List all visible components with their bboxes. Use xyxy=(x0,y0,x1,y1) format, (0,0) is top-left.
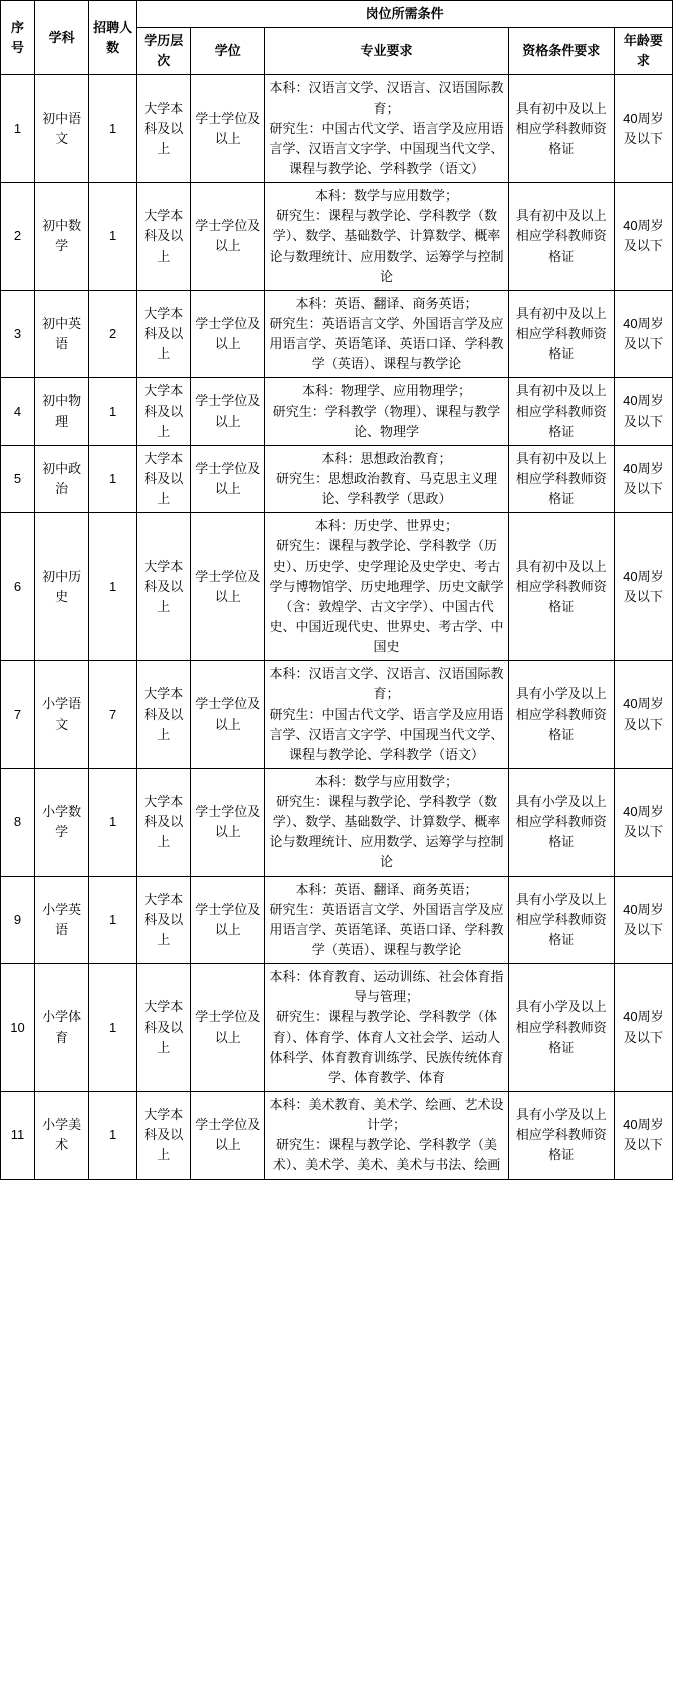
cell-education: 大学本科及以上 xyxy=(137,513,191,661)
cell-no: 4 xyxy=(1,378,35,445)
cell-count: 1 xyxy=(89,876,137,964)
cell-degree: 学士学位及以上 xyxy=(191,445,265,512)
cell-degree: 学士学位及以上 xyxy=(191,290,265,378)
cell-count: 1 xyxy=(89,445,137,512)
cell-qualification: 具有初中及以上相应学科教师资格证 xyxy=(508,75,614,183)
cell-no: 6 xyxy=(1,513,35,661)
cell-subject: 小学数学 xyxy=(35,768,89,876)
cell-major: 本科：美术教育、美术学、绘画、艺术设计学； 研究生：课程与教学论、学科教学（美术）、美术学、美术、美术与书法、绘画 xyxy=(265,1092,508,1180)
cell-count: 1 xyxy=(89,378,137,445)
cell-no: 8 xyxy=(1,768,35,876)
column-group-header-conditions: 岗位所需条件 xyxy=(137,1,673,28)
cell-no: 9 xyxy=(1,876,35,964)
cell-degree: 学士学位及以上 xyxy=(191,513,265,661)
cell-major: 本科：物理学、应用物理学； 研究生：学科教学（物理）、课程与教学论、物理学 xyxy=(265,378,508,445)
cell-major: 本科：英语、翻译、商务英语； 研究生：英语语言文学、外国语言学及应用语言学、英语笔译、英语口译、学科教学（英语）、课程与教学论 xyxy=(265,876,508,964)
column-header-subject: 学科 xyxy=(35,1,89,75)
cell-age: 40周岁及以下 xyxy=(614,183,672,291)
cell-count: 1 xyxy=(89,183,137,291)
cell-degree: 学士学位及以上 xyxy=(191,768,265,876)
cell-age: 40周岁及以下 xyxy=(614,1092,672,1180)
cell-count: 1 xyxy=(89,768,137,876)
cell-major: 本科：数学与应用数学； 研究生：课程与教学论、学科教学（数学）、数学、基础数学、计算数学、概率论与数理统计、应用数学、运筹学与控制论 xyxy=(265,183,508,291)
table-row xyxy=(1,445,673,512)
table-row xyxy=(1,876,673,964)
cell-qualification: 具有初中及以上相应学科教师资格证 xyxy=(508,290,614,378)
cell-education: 大学本科及以上 xyxy=(137,445,191,512)
cell-major: 本科：思想政治教育； 研究生：思想政治教育、马克思主义理论、学科教学（思政） xyxy=(265,445,508,512)
cell-age: 40周岁及以下 xyxy=(614,513,672,661)
table-row xyxy=(1,513,673,661)
cell-count: 1 xyxy=(89,75,137,183)
table-row xyxy=(1,183,673,291)
cell-qualification: 具有初中及以上相应学科教师资格证 xyxy=(508,378,614,445)
cell-age: 40周岁及以下 xyxy=(614,378,672,445)
cell-major: 本科：历史学、世界史； 研究生：课程与教学论、学科教学（历史）、历史学、史学理论及史学史、考古学与博物馆学、历史地理学、历史文献学（含：敦煌学、古文字学）、中国古代史、中国近现代史、世界史、考古学、中国史 xyxy=(265,513,508,661)
cell-subject: 小学体育 xyxy=(35,964,89,1092)
cell-age: 40周岁及以下 xyxy=(614,876,672,964)
column-header-age: 年龄要求 xyxy=(614,28,672,75)
cell-education: 大学本科及以上 xyxy=(137,768,191,876)
table-row xyxy=(1,75,673,183)
cell-degree: 学士学位及以上 xyxy=(191,75,265,183)
cell-subject: 初中数学 xyxy=(35,183,89,291)
cell-subject: 初中语文 xyxy=(35,75,89,183)
cell-no: 10 xyxy=(1,964,35,1092)
table-row xyxy=(1,290,673,378)
cell-count: 7 xyxy=(89,661,137,769)
table-row xyxy=(1,378,673,445)
cell-qualification: 具有小学及以上相应学科教师资格证 xyxy=(508,876,614,964)
cell-qualification: 具有小学及以上相应学科教师资格证 xyxy=(508,661,614,769)
cell-no: 7 xyxy=(1,661,35,769)
table-row xyxy=(1,768,673,876)
cell-age: 40周岁及以下 xyxy=(614,75,672,183)
cell-degree: 学士学位及以上 xyxy=(191,378,265,445)
cell-education: 大学本科及以上 xyxy=(137,964,191,1092)
cell-subject: 小学美术 xyxy=(35,1092,89,1180)
cell-no: 5 xyxy=(1,445,35,512)
cell-subject: 初中英语 xyxy=(35,290,89,378)
cell-age: 40周岁及以下 xyxy=(614,445,672,512)
cell-no: 11 xyxy=(1,1092,35,1180)
cell-education: 大学本科及以上 xyxy=(137,290,191,378)
table-row xyxy=(1,964,673,1092)
cell-education: 大学本科及以上 xyxy=(137,876,191,964)
cell-qualification: 具有小学及以上相应学科教师资格证 xyxy=(508,768,614,876)
cell-education: 大学本科及以上 xyxy=(137,183,191,291)
table-row xyxy=(1,661,673,769)
column-header-count: 招聘人数 xyxy=(89,1,137,75)
cell-age: 40周岁及以下 xyxy=(614,964,672,1092)
cell-degree: 学士学位及以上 xyxy=(191,183,265,291)
cell-education: 大学本科及以上 xyxy=(137,661,191,769)
cell-subject: 小学英语 xyxy=(35,876,89,964)
cell-major: 本科：数学与应用数学； 研究生：课程与教学论、学科教学（数学）、数学、基础数学、计算数学、概率论与数理统计、应用数学、运筹学与控制论 xyxy=(265,768,508,876)
cell-degree: 学士学位及以上 xyxy=(191,1092,265,1180)
cell-count: 1 xyxy=(89,1092,137,1180)
cell-major: 本科：英语、翻译、商务英语； 研究生：英语语言文学、外国语言学及应用语言学、英语笔译、英语口译、学科教学（英语）、课程与教学论 xyxy=(265,290,508,378)
cell-age: 40周岁及以下 xyxy=(614,290,672,378)
cell-education: 大学本科及以上 xyxy=(137,75,191,183)
cell-no: 3 xyxy=(1,290,35,378)
cell-subject: 初中政治 xyxy=(35,445,89,512)
table-row xyxy=(1,1092,673,1180)
column-header-qualification: 资格条件要求 xyxy=(508,28,614,75)
cell-subject: 初中物理 xyxy=(35,378,89,445)
column-header-major: 专业要求 xyxy=(265,28,508,75)
cell-count: 1 xyxy=(89,513,137,661)
cell-degree: 学士学位及以上 xyxy=(191,876,265,964)
cell-major: 本科：体育教育、运动训练、社会体育指导与管理； 研究生：课程与教学论、学科教学（体育）、体育学、体育人文社会学、运动人体科学、体育教育训练学、民族传统体育学、体育教学、体育 xyxy=(265,964,508,1092)
cell-qualification: 具有小学及以上相应学科教师资格证 xyxy=(508,1092,614,1180)
column-header-no: 序号 xyxy=(1,1,35,75)
cell-qualification: 具有初中及以上相应学科教师资格证 xyxy=(508,183,614,291)
table-body xyxy=(1,75,673,1179)
column-header-degree: 学位 xyxy=(191,28,265,75)
cell-subject: 初中历史 xyxy=(35,513,89,661)
cell-major: 本科：汉语言文学、汉语言、汉语国际教育； 研究生：中国古代文学、语言学及应用语言学、汉语言文字学、中国现当代文学、课程与教学论、学科教学（语文） xyxy=(265,661,508,769)
cell-age: 40周岁及以下 xyxy=(614,768,672,876)
cell-no: 1 xyxy=(1,75,35,183)
cell-qualification: 具有初中及以上相应学科教师资格证 xyxy=(508,445,614,512)
cell-subject: 小学语文 xyxy=(35,661,89,769)
cell-age: 40周岁及以下 xyxy=(614,661,672,769)
cell-qualification: 具有初中及以上相应学科教师资格证 xyxy=(508,513,614,661)
table-group-header-row xyxy=(1,1,673,28)
cell-education: 大学本科及以上 xyxy=(137,378,191,445)
cell-count: 2 xyxy=(89,290,137,378)
cell-education: 大学本科及以上 xyxy=(137,1092,191,1180)
column-header-education: 学历层次 xyxy=(137,28,191,75)
cell-no: 2 xyxy=(1,183,35,291)
cell-major: 本科：汉语言文学、汉语言、汉语国际教育； 研究生：中国古代文学、语言学及应用语言学、汉语言文字学、中国现当代文学、课程与教学论、学科教学（语文） xyxy=(265,75,508,183)
cell-degree: 学士学位及以上 xyxy=(191,661,265,769)
cell-count: 1 xyxy=(89,964,137,1092)
cell-qualification: 具有小学及以上相应学科教师资格证 xyxy=(508,964,614,1092)
cell-degree: 学士学位及以上 xyxy=(191,964,265,1092)
